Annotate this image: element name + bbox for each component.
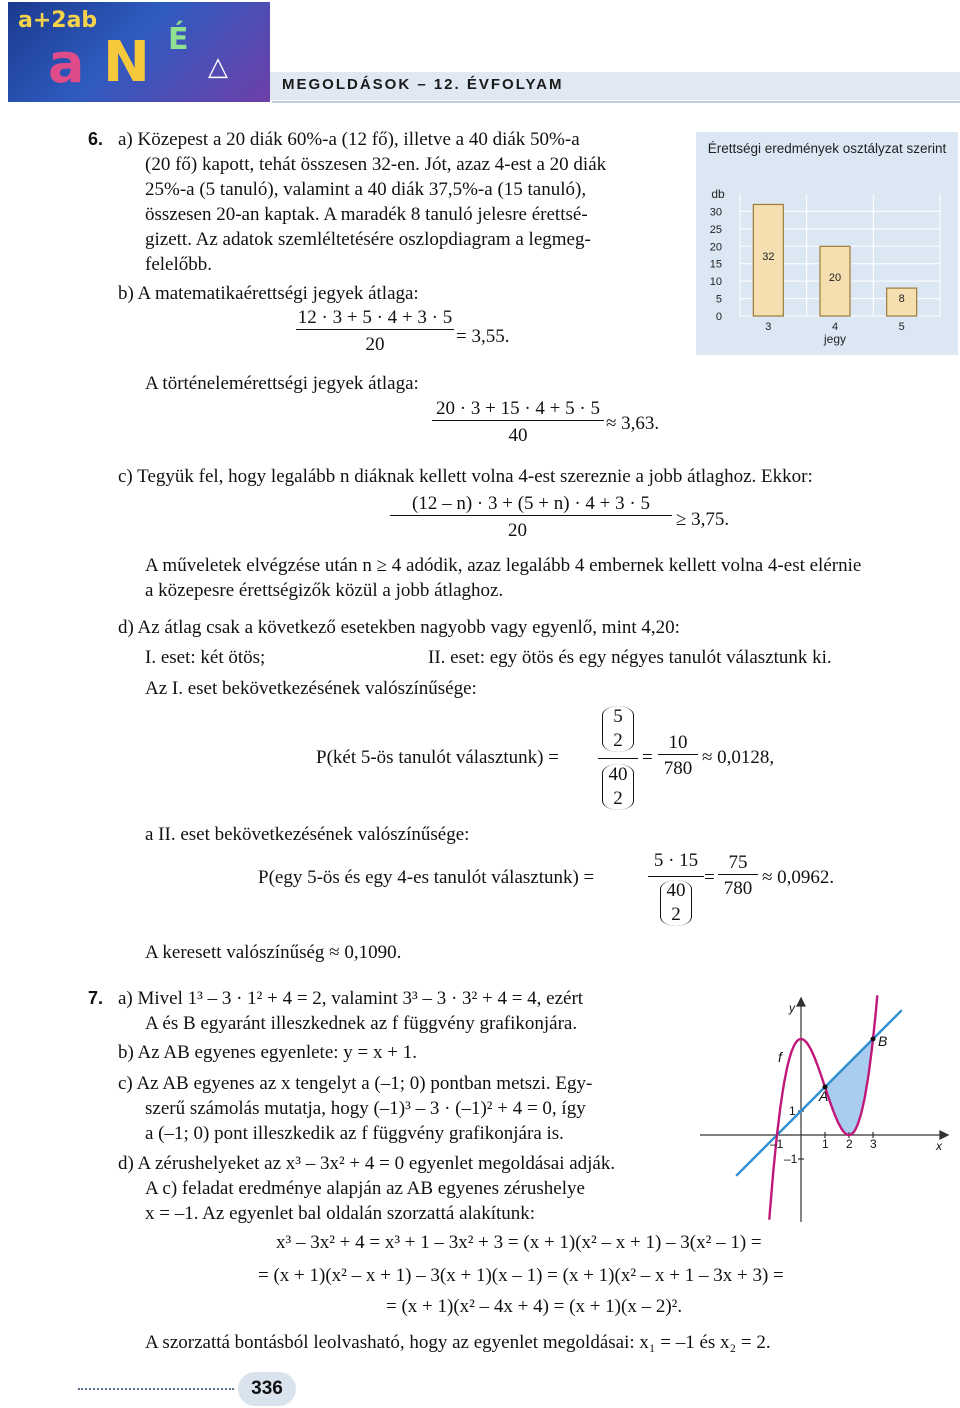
fraction-numerator: 5 · 15 xyxy=(653,850,699,871)
x-tick-label: 3 xyxy=(765,321,772,333)
binomial-top: 5 xyxy=(613,706,623,727)
p6-d-P1-label: P(két 5-ös tanulót választunk) = xyxy=(316,747,559,768)
p6-d-intro: d) Az átlag csak a következő esetekben nagyobb vagy egyenlő, mint 4,20: xyxy=(118,617,680,638)
y-tick-label: 30 xyxy=(709,206,722,219)
p7-a-line: A és B egyaránt illeszkednek az f függvény grafikonjára. xyxy=(145,1013,578,1034)
bar-value-label: 20 xyxy=(828,272,842,285)
chart-y-label: db xyxy=(711,187,725,201)
p7-a-line: a) Mivel 1³ – 3 · 1² + 4 = 2, valamint 3³ – 3 · 3² + 4 = 4, ezért xyxy=(118,988,584,1009)
x-tick-label: 3 xyxy=(870,1137,877,1151)
point-B xyxy=(871,1037,876,1042)
p6-b-result: = 3,55. xyxy=(456,326,510,347)
footer-dots xyxy=(78,1388,234,1390)
y-tick-label: 20 xyxy=(709,241,722,254)
p6-c-fraction xyxy=(390,493,672,542)
x-tick-label: 2 xyxy=(846,1137,853,1151)
x-tick-label: –1 xyxy=(770,1137,784,1151)
x-axis-arrow xyxy=(940,1131,948,1139)
problem-7-number: 7. xyxy=(88,988,104,1008)
y-tick-label: 1 xyxy=(789,1104,796,1118)
fraction-numerator: 10 xyxy=(668,732,688,753)
p6-d-P1-fraction xyxy=(658,732,698,780)
fraction-numerator: 12 · 3 + 5 · 4 + 3 · 5 xyxy=(297,307,453,328)
p6-d-line: a II. eset bekövetkezésének valószínűsége: xyxy=(145,824,470,845)
binomial-top: 40 xyxy=(666,880,686,901)
bar-chart xyxy=(696,132,958,355)
function-graph xyxy=(700,990,958,1230)
y-tick-label: 0 xyxy=(715,311,722,323)
logo-letter-e: É xyxy=(168,22,189,57)
x-tick-label: 4 xyxy=(831,321,839,333)
p6-d-case1: I. eset: két ötös; xyxy=(145,647,266,668)
p6-b-fraction xyxy=(296,307,454,356)
logo-triangle: △ xyxy=(208,52,228,82)
logo-letters: a+2ab xyxy=(18,8,98,33)
y-tick-label: 5 xyxy=(715,293,722,306)
chart-x-label: jegy xyxy=(823,332,847,346)
f-label: f xyxy=(778,1049,782,1065)
p7-c-line: a (–1; 0) pont illeszkedik az f függvény grafikonjára is. xyxy=(145,1123,564,1144)
p6-a-line: (20 fő) kapott, tehát összesen 32-en. Jót, azaz 4-est a 20 diák xyxy=(145,154,607,175)
fraction-numerator: (12 – n) · 3 + (5 + n) · 4 + 3 · 5 xyxy=(412,493,650,514)
p6-d-P1-result: ≈ 0,0128, xyxy=(702,747,775,768)
y-tick-label: –1 xyxy=(784,1152,798,1166)
header-logo xyxy=(8,2,270,102)
p6-b-hist: A történelemérettségi jegyek átlaga: xyxy=(145,373,419,394)
header-title: MEGOLDÁSOK – 12. ÉVFOLYAM xyxy=(282,76,564,93)
y-tick-label: 15 xyxy=(709,258,722,271)
p6-b-intro: b) A matematikaérettségi jegyek átlaga: xyxy=(118,283,419,304)
logo-letter-a: a xyxy=(48,32,85,95)
p6-d-line: Az I. eset bekövetkezésének valószínűsége: xyxy=(145,678,477,699)
chart-title: Érettségi eredmények osztályzat szerint xyxy=(707,141,947,156)
chart-bars xyxy=(753,204,916,316)
p7-equation-line: = (x + 1)(x² – 4x + 4) = (x + 1)(x – 2)². xyxy=(386,1296,683,1317)
x-tick-label: 1 xyxy=(822,1137,829,1151)
fraction-bar xyxy=(648,876,704,877)
p6-c-result: ≥ 3,75. xyxy=(676,509,730,530)
bar-value-label: 32 xyxy=(762,251,775,264)
y-tick-label: 25 xyxy=(709,223,722,236)
p6-a-line: felelőbb. xyxy=(145,254,213,275)
p6-a-line: összesen 20-an kaptak. A maradék 8 tanuló jelesre érettsé- xyxy=(145,204,588,225)
equals-sign: = xyxy=(642,747,653,768)
p6-d-P2-label: P(egy 5-ös és egy 4-es tanulót választunk) = xyxy=(258,867,595,888)
p6-a-line: gizett. Az adatok szemléltetésére oszlopdiagram a legmeg- xyxy=(145,229,591,250)
fraction-denominator: 20 xyxy=(296,329,454,356)
binomial-bottom: 2 xyxy=(613,788,623,809)
graph-axes xyxy=(700,998,948,1222)
fraction-denominator: 780 xyxy=(658,754,698,780)
binomial-bottom: 2 xyxy=(671,904,681,925)
p6-c-line: a közepesre érettségizők közül a jobb átlaghoz. xyxy=(145,580,504,601)
fraction-denominator: 40 xyxy=(432,420,604,447)
page-number: 336 xyxy=(238,1372,296,1406)
p6-a-line: a) Közepest a 20 diák 60%-a (12 fő), illetve a 40 diák 50%-a xyxy=(118,129,580,150)
B-label: B xyxy=(878,1033,888,1049)
p7-c-line: c) Az AB egyenes az x tengelyt a (–1; 0) pontban metszi. Egy- xyxy=(118,1073,593,1094)
fraction-denominator: 20 xyxy=(390,515,672,542)
y-tick-label: 10 xyxy=(709,276,722,289)
p7-c-line: szerű számolás mutatja, hogy (–1)³ – 3 · (–1)² + 4 = 0, így xyxy=(145,1098,586,1119)
p6-d-P2-result: ≈ 0,0962. xyxy=(762,867,835,888)
p6-c-line: A műveletek elvégzése után n ≥ 4 adódik, azaz legalább 4 embernek kellett volna 4-est elérnie xyxy=(145,555,862,576)
binomial-top: 40 xyxy=(608,764,628,785)
chart-y-ticks xyxy=(710,206,722,323)
binomial-bottom: 2 xyxy=(613,730,623,751)
p6-b2-result: ≈ 3,63. xyxy=(606,413,660,434)
p7-d-line: x = –1. Az egyenlet bal oldalán szorzattá alakítunk: xyxy=(145,1203,536,1224)
p6-d-case2: II. eset: egy ötös és egy négyes tanulót választunk ki. xyxy=(428,647,832,668)
x-axis-label: x xyxy=(936,1139,942,1153)
p7-d-line: d) A zérushelyeket az x³ – 3x² + 4 = 0 egyenlet megoldásai adják. xyxy=(118,1153,616,1174)
binomial-fraction xyxy=(598,704,638,814)
p7-b-line: b) Az AB egyenes egyenlete: y = x + 1. xyxy=(118,1042,417,1063)
logo-letter-n: N xyxy=(103,30,150,95)
binomial-fraction xyxy=(648,850,704,932)
fraction-numerator: 75 xyxy=(728,852,748,873)
p7-final: A szorzattá bontásból leolvasható, hogy az egyenlet megoldásai: x₁ = –1 és x₂ = 2. xyxy=(145,1332,771,1353)
fraction-denominator: 780 xyxy=(718,874,758,900)
p6-d-final: A keresett valószínűség ≈ 0,1090. xyxy=(145,942,402,963)
fraction-numerator: 20 · 3 + 15 · 4 + 5 · 5 xyxy=(436,398,600,419)
bar-value-label: 8 xyxy=(898,293,905,306)
y-axis-arrow xyxy=(797,998,805,1006)
p7-equation-line: = (x + 1)(x² – x + 1) – 3(x + 1)(x – 1) = (x + 1)(x² – x + 1 – 3x + 3) = xyxy=(258,1265,784,1286)
p6-c-intro: c) Tegyük fel, hogy legalább n diáknak kellett volna 4-est szereznie a jobb átlaghoz. Ekkor: xyxy=(118,466,813,487)
header-divider xyxy=(272,101,960,103)
p7-equation-line: x³ – 3x² + 4 = x³ + 1 – 3x² + 3 = (x + 1)(x² – x + 1) – 3(x² – 1) = xyxy=(276,1232,762,1253)
x-tick-label: 5 xyxy=(898,321,905,333)
A-label: A xyxy=(819,1088,829,1104)
p6-d-P2-fraction xyxy=(718,852,758,900)
problem-6-number: 6. xyxy=(88,129,104,149)
p7-d-line: A c) feladat eredménye alapján az AB egyenes zérushelye xyxy=(145,1178,585,1199)
p6-a-line: 25%-a (5 tanuló), valamint a 40 diák 37,5%-a (15 tanuló), xyxy=(145,179,587,200)
equals-sign: = xyxy=(704,867,715,888)
fraction-bar xyxy=(598,758,638,759)
y-axis-label: y xyxy=(789,1001,795,1015)
p6-b2-fraction xyxy=(432,398,604,447)
